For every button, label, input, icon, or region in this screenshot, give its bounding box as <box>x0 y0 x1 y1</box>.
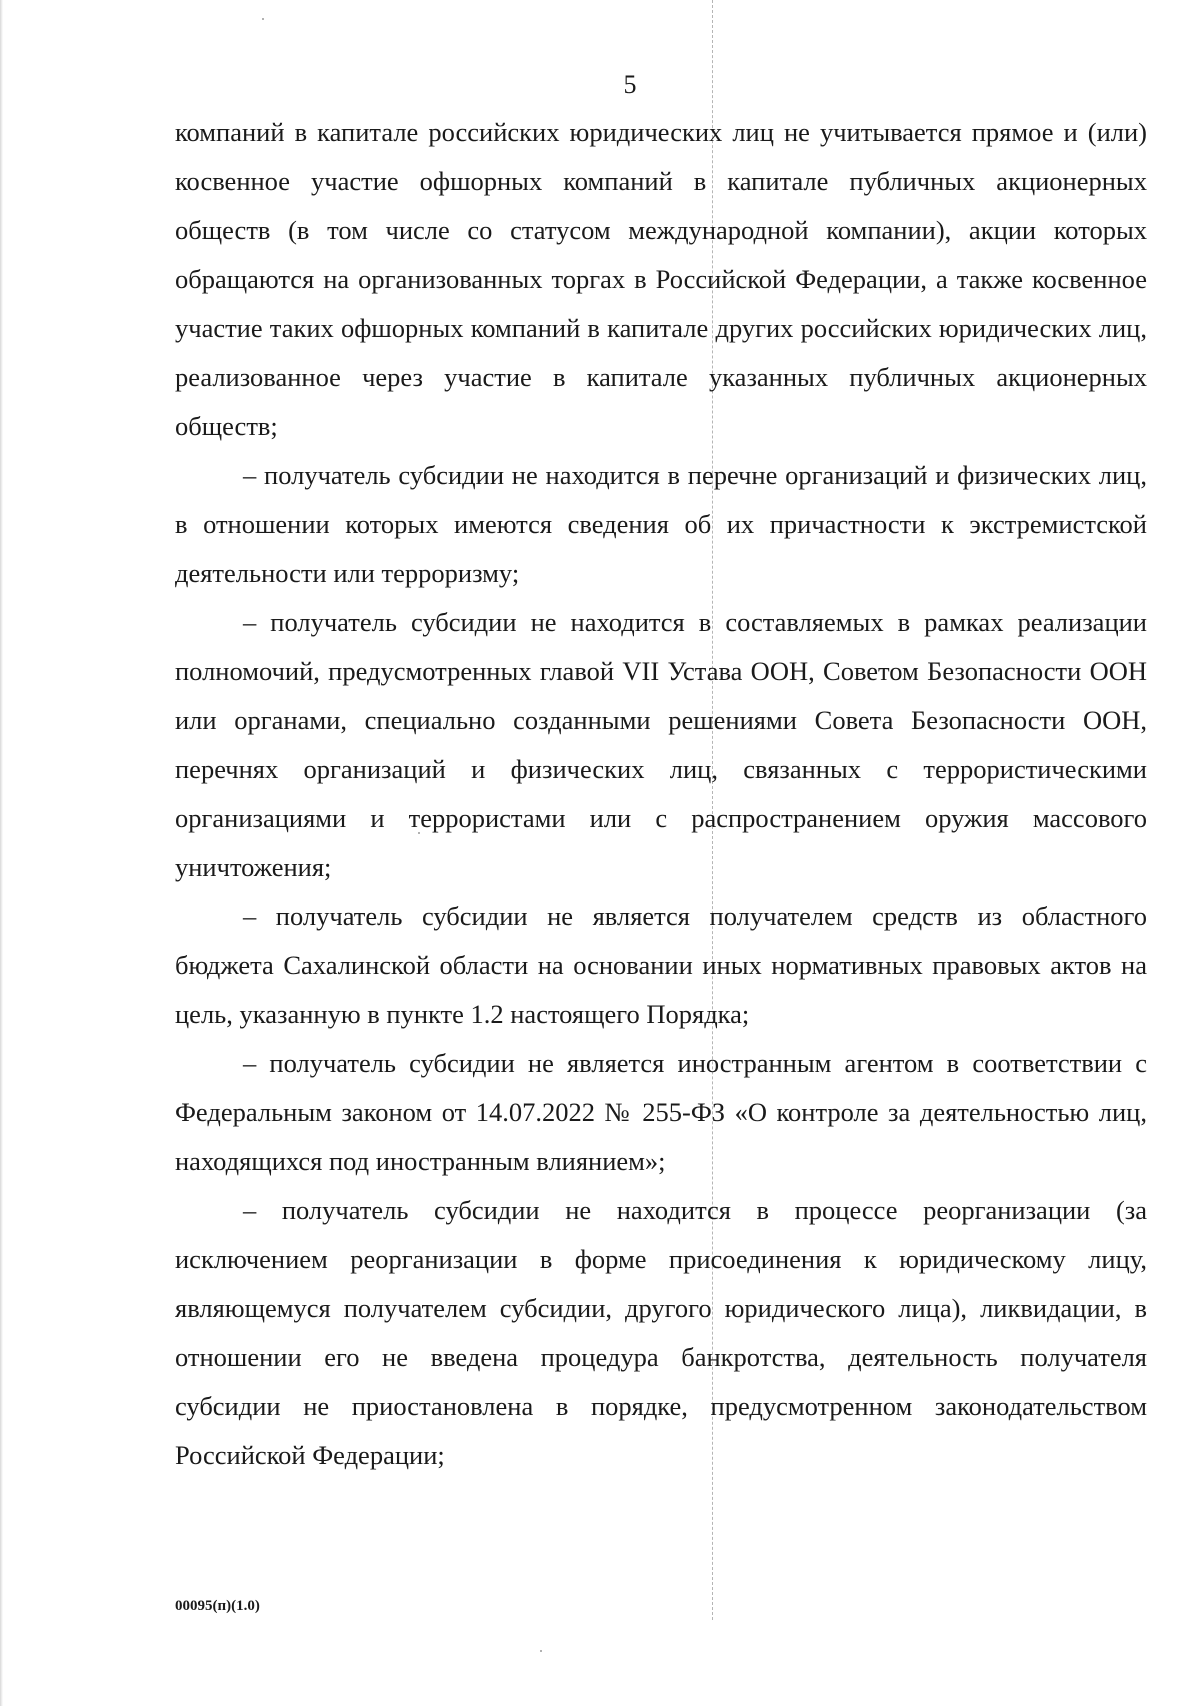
paragraph: – получатель субсидии не находится в процессе реорганизации (за исключением реорганизации в форме присоединения к юридическому лицу, являющемуся получателем субсидии, другого юридического лица), ликвидации, в отношении его не введена процедура банкротства, деятельность получателя субсидии не приостановлена в порядке, предусмотренном законодательством Российской Федерации; <box>175 1195 1147 1470</box>
page-number: 5 <box>623 70 637 99</box>
document-body <box>175 108 1147 1480</box>
document-code: 00095(п)(1.0) <box>175 1598 260 1614</box>
scan-left-edge <box>0 0 3 1706</box>
scan-speck <box>262 18 264 20</box>
scan-speck <box>540 1650 542 1652</box>
paragraph: – получатель субсидии не является иностранным агентом в соответствии с Федеральным законом от 14.07.2022 № 255-ФЗ «О контроле за деятельностью лиц, находящихся под иностранным влиянием»; <box>175 1048 1147 1176</box>
paragraph: – получатель субсидии не находится в составляемых в рамках реализации полномочий, предусмотренных главой VII Устава ООН, Советом Безопасности ООН или органами, специально созданными решениями Совета Безопасности ООН, перечнях организаций и физических лиц, связанных с террористическими организациями и террористами или с распространением оружия массового уничтожения; <box>175 607 1147 882</box>
paragraph: компаний в капитале российских юридических лиц не учитывается прямое и (или) косвенное участие офшорных компаний в капитале публичных акционерных обществ (в том числе со статусом международной компании), акции которых обращаются на организованных торгах в Российской Федерации, а также косвенное участие таких офшорных компаний в капитале других российских юридических лиц, реализованное через участие в капитале указанных публичных акционерных обществ; <box>175 117 1147 441</box>
paragraph: – получатель субсидии не является получателем средств из областного бюджета Сахалинской области на основании иных нормативных правовых актов на цель, указанную в пункте 1.2 настоящего Порядка; <box>175 901 1147 1029</box>
paragraph: – получатель субсидии не находится в перечне организаций и физических лиц, в отношении которых имеются сведения об их причастности к экстремистской деятельности или терроризму; <box>175 460 1147 588</box>
